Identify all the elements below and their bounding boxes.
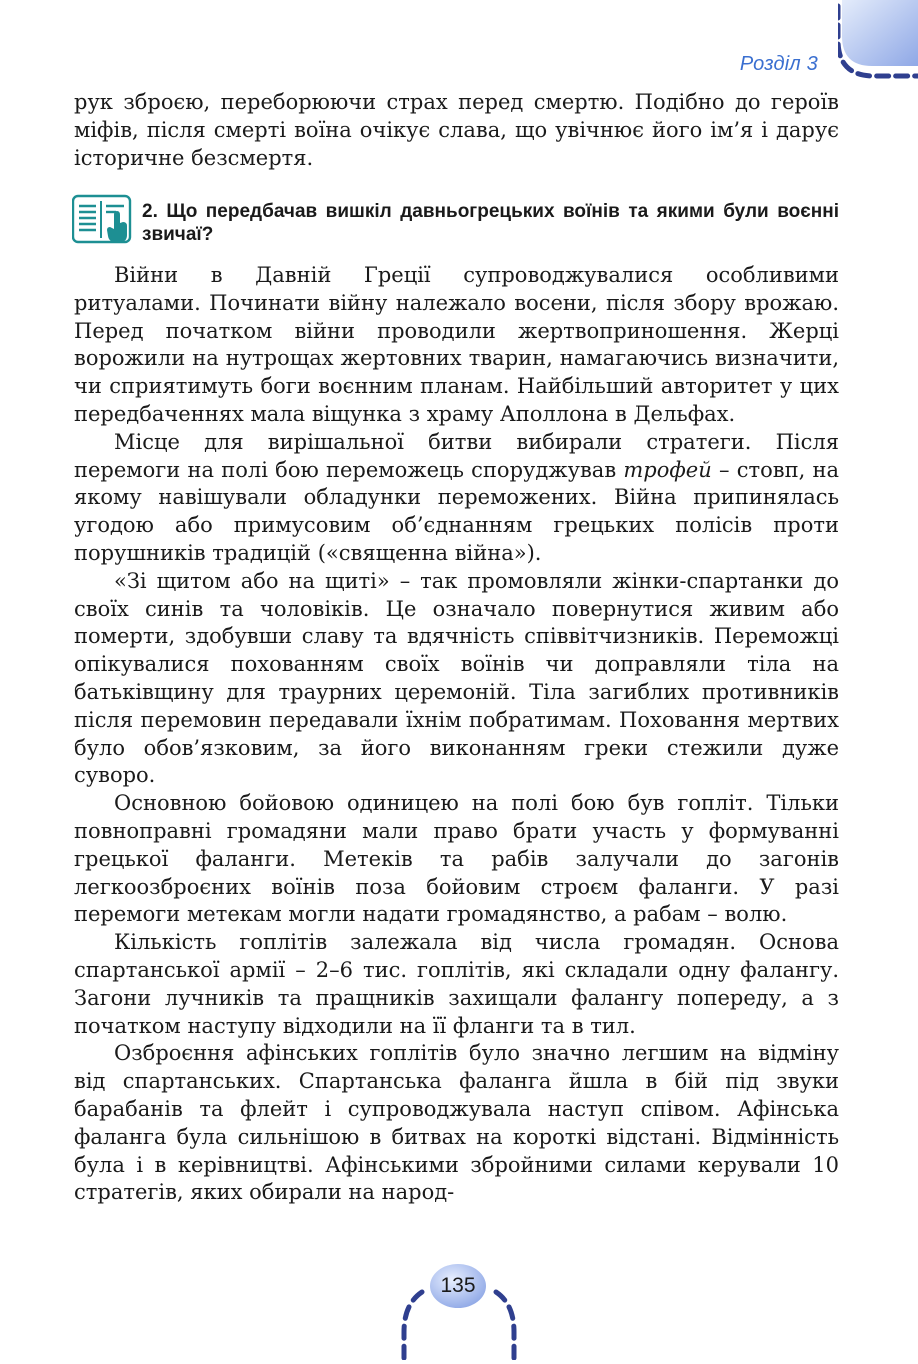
question-block (72, 193, 840, 253)
page-number-footer (398, 1262, 520, 1360)
intro-paragraph: рук зброєю, переборюючи страх перед смертю. Подібно до героїв міфів, після смерті воїна очікує слава, що увічнює його ім’я і дарує історичне безсмертя. (74, 90, 839, 170)
paragraph-hoplite: Основною бойовою одиницею на полі бою був гопліт. Тільки повноправні громадяни мали право брати участь у формуванні грецької фаланги. Метеків та рабів залучали до загонів легкоозброєних воїнів поза бойовим строєм фаланги. У разі перемоги метекам могли надати громадянство, а рабам – волю. (74, 791, 839, 927)
section-label: Розділ 3 (739, 53, 818, 75)
chapter-corner-tab (838, 0, 918, 80)
paragraph-athenian-armament: Озброєння афінських гоплітів було значно легшим на відміну від спартанських. Спартанська фаланга йшла в бій під звуки барабанів та флейт і супроводжувала наступ співом. Афінська фаланга була сильнішою в битвах на короткі відстані. Відмінність була і в керівництві. Афінськими збройними силами керували 10 стратегів, яких обирали на народ- (74, 1041, 839, 1205)
question-heading: 2. Що передбачав вишкіл давньогрецьких воїнів та якими були воєнні звичаї? (142, 201, 839, 245)
paragraph-trophy-text-2: – стовп, на якому навішували обладунки переможених. Війна припинялась угодою або примусовим об’єднанням грецьких полісів проти порушників традицій («священна війна»). (74, 457, 839, 565)
page-number: 135 (440, 1274, 476, 1297)
paragraph-army-size: Кількість гоплітів залежала від числа громадян. Основа спартанської армії – 2–6 тис. гоплітів, які складали одну фалангу. Загони лучників та пращників захищали фалангу попереду, а з початком наступу відходили на її фланги та в тил. (74, 930, 839, 1038)
paragraph-shield: «Зі щитом або на щиті» – так промовляли жінки-спартанки до своїх синів та чоловіків. Це означало повернутися живим або померти, здобувши славу та вдячність співвітчизників. Переможці опікувалися похованням своїх воїнів чи доправляли тіла на батьківщину для траурних церемоній. Тіла загиблих противників після перемовин передавали їхнім побратимам. Поховання мертвих було обов’язковим, за його виконанням греки стежили дуже суворо. (74, 568, 839, 788)
paragraph-trophy (74, 429, 839, 568)
term-trophy: трофей (623, 457, 712, 482)
paragraph-trophy-text-1: Місце для вирішальної битви вибирали стратеги. Після перемоги на полі бою переможець споруджував (74, 429, 839, 482)
intro-text-column (74, 89, 839, 172)
paragraph-rituals: Війни в Давній Греції супроводжувалися особливими ритуалами. Починати війну належало восени, після збору врожаю. Перед початком війни проводили жертвоприношення. Жерці ворожили на нутрощах жертовних тварин, намагаючись визначити, чи сприятимуть боги воєнним планам. Найбільший авторитет у цих передбаченнях мала віщунка з храму Аполлона в Дельфах. (74, 263, 839, 426)
book-pointer-icon (72, 193, 132, 245)
body-text-column (74, 262, 839, 1207)
